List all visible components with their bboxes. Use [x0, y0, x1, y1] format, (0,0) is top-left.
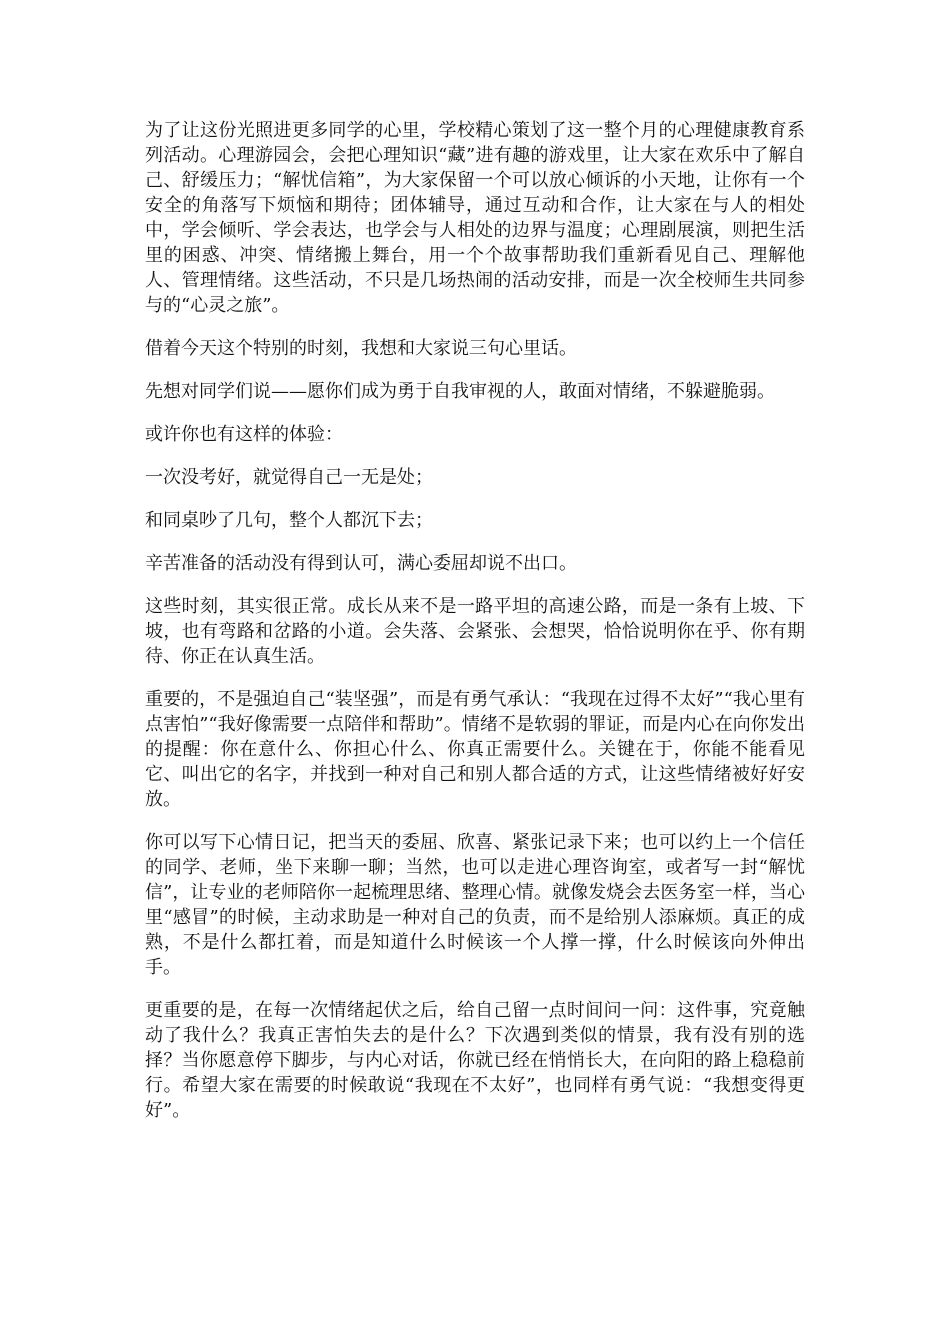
paragraph-seek-help: 你可以写下心情日记，把当天的委屈、欣喜、紧张记录下来；也可以约上一个信任的同学、老师，坐下来聊一聊；当然，也可以走进心理咨询室，或者写一封“解忧信”，让专业的老师陪你一起梳理思绪、整理心情。就像发烧会去医务室一样，当心里“感冒”的时候，主动求助是一种对自己的负责，而不是给别人添麻烦。真正的成熟，不是什么都扛着，而是知道什么时候该一个人撑一撑，什么时候该向外伸出手。 — [145, 832, 805, 978]
paragraph-experience-activity: 辛苦准备的活动没有得到认可，满心委屈却说不出口。 — [145, 553, 577, 574]
paragraph-reflection: 更重要的是，在每一次情绪起伏之后，给自己留一点时间问一问：这件事，究竟触动了我什么？我真正害怕失去的是什么？下次遇到类似的情景，我有没有别的选择？当你愿意停下脚步，与内心对话，你就已经在悄悄长大，在向阳的路上稳稳前行。希望大家在需要的时候敢说“我现在不太好”，也同样有勇气说：“我想变得更好”。 — [145, 1000, 805, 1121]
paragraph-experience-deskmate: 和同桌吵了几句，整个人都沉下去； — [145, 510, 433, 531]
paragraph-emotions: 重要的，不是强迫自己“装坚强”，而是有勇气承认：“我现在过得不太好”“我心里有点害怕”“我好像需要一点陪伴和帮助”。情绪不是软弱的罪证，而是内心在向你发出的提醒：你在意什么、你担心什么、你真正需要什么。关键在于，你能不能看见它、叫出它的名字，并找到一种对自己和别人都合适的方式，让这些情绪被好好安放。 — [145, 689, 805, 810]
paragraph-growth: 这些时刻，其实很正常。成长从来不是一路平坦的高速公路，而是一条有上坡、下坡，也有弯路和岔路的小道。会失落、会紧张、会想哭，恰恰说明你在乎、你有期待、你正在认真生活。 — [145, 596, 805, 667]
paragraph-activities: 为了让这份光照进更多同学的心里，学校精心策划了这一整个月的心理健康教育系列活动。心理游园会，会把心理知识“藏”进有趣的游戏里，让大家在欢乐中了解自己、舒缓压力；“解忧信箱”，为大家保留一个可以放心倾诉的小天地，让你有一个安全的角落写下烦恼和期待；团体辅导，通过互动和合作，让大家在与人的相处中，学会倾听、学会表达，也学会与人相处的边界与温度；心理剧展演，则把生活里的困惑、冲突、情绪搬上舞台，用一个个故事帮助我们重新看见自己、理解他人、管理情绪。这些活动，不只是几场热闹的活动安排，而是一次全校师生共同参与的“心灵之旅”。 — [145, 120, 805, 316]
paragraph-experience-exam: 一次没考好，就觉得自己一无是处； — [145, 467, 433, 488]
paragraph-three-words: 借着今天这个特别的时刻，我想和大家说三句心里话。 — [145, 338, 577, 359]
paragraph-to-students: 先想对同学们说——愿你们成为勇于自我审视的人，敢面对情绪，不躲避脆弱。 — [145, 381, 775, 402]
paragraph-experience-intro: 或许你也有这样的体验： — [145, 424, 343, 445]
document-body — [145, 118, 805, 1141]
